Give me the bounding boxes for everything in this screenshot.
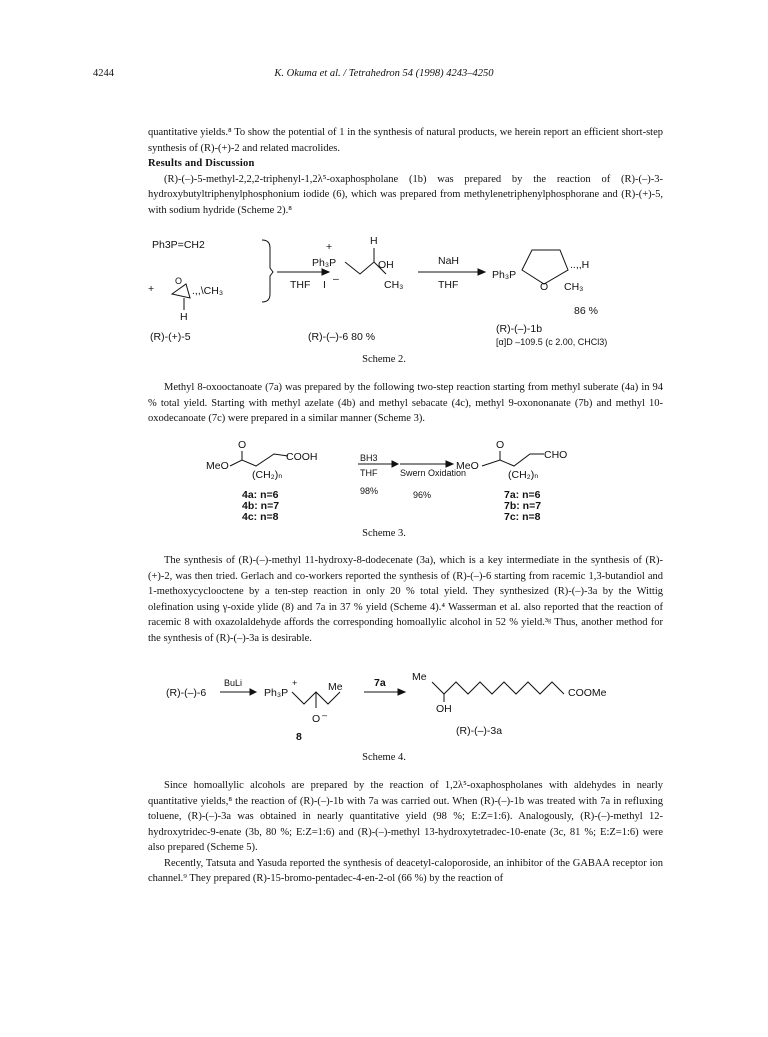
svg-text:–: –: [333, 273, 339, 285]
svg-text:+: +: [326, 241, 333, 253]
reagent-7a: 7a: [374, 677, 386, 689]
svg-text:COOH: COOH: [286, 451, 318, 463]
scheme-2-graphic: [140, 228, 660, 348]
svg-text:OH: OH: [378, 259, 394, 271]
start-label-4a: 4a: n=6: [242, 489, 279, 501]
paragraph-1: quantitative yields.⁸ To show the potential of 1 in the synthesis of natural products, we herein report an efficient short-step synthesis of (R)-(+)-2 and related macrolides.: [148, 127, 663, 154]
oxaphospholane-ring: [522, 250, 568, 284]
reagent-swern: Swern Oxidation: [400, 468, 467, 478]
reagent-buli: BuLi: [224, 678, 243, 688]
product-label-7a: 7a: n=6: [504, 489, 541, 501]
scheme-3-caption: Scheme 3.: [362, 528, 406, 539]
section-heading: Results and Discussion: [148, 158, 255, 169]
svg-text:MeO: MeO: [456, 460, 479, 472]
svg-text:H: H: [370, 235, 378, 247]
nah-reagent: NaH: [438, 255, 460, 267]
thf-2: THF: [438, 279, 459, 291]
scheme-2-caption: Scheme 2.: [362, 354, 406, 365]
svg-text:Ph₃P: Ph₃P: [312, 257, 337, 269]
closing-paragraphs: [148, 778, 663, 887]
paragraph-2: (R)-(–)-5-methyl-2,2,2-triphenyl-1,2λ⁵-oxaphospholane (1b) was prepared by the reaction of (R)-(–)-3-hydroxybutyltriphenylphosphonium iodide (6), which was prepared from methylenetriphenylphosphorane and (R)-(+)-5, with sodium hydride (Scheme 2).⁸: [148, 173, 663, 216]
svg-text:O: O: [540, 281, 549, 293]
svg-text:Ph₃P: Ph₃P: [492, 269, 517, 281]
paragraph-5: Since homoallylic alcohols are prepared by the reaction of 1,2λ⁵-oxaphospholanes with aldehydes in nearly quantitative yields,⁸ the reaction of (R)-(–)-1b with 7a was carried out. When (R)-(–)-1b was treated with 7a in refluxing toluene, (R)-(–)-3a was obtained in nearly quantitative yield (98 %; E:Z=1:6). Analogously, (R)-(–)-methyl 12-hydroxytridec-9-enate (3b, 80 %; E:Z=1:6) and (R)-(–)-methyl 13-hydroxytetradec-10-enate (3c, 81 %; E:Z=1:6) were also prepared (Scheme 5).: [148, 780, 663, 853]
reagent-swern-yield: 96%: [413, 490, 432, 500]
rotation-1b: [α]D –109.5 (c 2.00, CHCl3): [496, 337, 608, 347]
scheme-3-graphic: [200, 436, 600, 524]
label-1b: (R)-(–)-1b: [496, 323, 543, 335]
svg-text:..,,H: ..,,H: [570, 259, 590, 271]
page-number: 4244: [93, 68, 114, 79]
scheme-4-graphic: [160, 666, 660, 746]
svg-text:CHO: CHO: [544, 449, 568, 461]
running-header-citation: K. Okuma et al. / Tetrahedron 54 (1998) 4243–4250: [274, 68, 494, 79]
svg-text:H: H: [180, 311, 188, 323]
svg-text:OH: OH: [436, 703, 452, 715]
start-6: (R)-(–)-6: [166, 687, 207, 699]
reagent-bh3-yield: 98%: [360, 486, 379, 496]
svg-text:(CH₂)ₙ: (CH₂)ₙ: [508, 469, 539, 481]
paragraph-3: Methyl 8-oxooctanoate (7a) was prepared by the following two-step reaction starting from methyl suberate (4a) in 94 % total yield. Starting with methyl azelate (4b) and methyl sebacate (4c), methyl 9-oxononanate (7b) and methyl 10-oxodecanoate (7c) were prepared in a similar manner (Scheme 3).: [148, 382, 663, 424]
svg-text:+: +: [292, 678, 298, 688]
svg-text:O: O: [312, 713, 321, 725]
label-6: (R)-(–)-6 80 %: [308, 331, 376, 343]
start-label-4b: 4b: n=7: [242, 500, 280, 512]
product-label-7b: 7b: n=7: [504, 500, 542, 512]
svg-text:–: –: [322, 710, 328, 720]
label-3a: (R)-(–)-3a: [456, 725, 503, 737]
svg-text:I: I: [323, 279, 326, 291]
brace: [262, 240, 273, 302]
svg-text:O: O: [238, 439, 247, 451]
label-5: (R)-(+)-5: [150, 331, 191, 343]
svg-text:.,,\CH₃: .,,\CH₃: [192, 285, 224, 297]
thf-1: THF: [290, 279, 311, 291]
svg-text:O: O: [496, 439, 505, 451]
ylide-reagent: Ph3P=CH2: [152, 239, 205, 251]
yield-1b: 86 %: [574, 305, 598, 317]
svg-text:O: O: [175, 276, 183, 286]
reagent-bh3-solvent: THF: [360, 468, 378, 478]
paragraph-6: Recently, Tatsuta and Yasuda reported the synthesis of deacetyl-caloporoside, an inhibitor of the GABAA receptor ion channel.⁹ They prepared (R)-15-bromo-pentadec-4-en-2-ol (66 %) by the reaction of: [148, 857, 663, 884]
svg-text:+: +: [148, 283, 155, 295]
epoxide-ring: [172, 284, 190, 298]
product-label-7c: 7c: n=8: [504, 511, 541, 523]
svg-text:CH₃: CH₃: [384, 279, 404, 291]
scheme-4-caption: Scheme 4.: [362, 752, 406, 763]
svg-text:Ph₃P: Ph₃P: [264, 687, 289, 699]
svg-text:MeO: MeO: [206, 460, 229, 472]
paragraph-4: The synthesis of (R)-(–)-methyl 11-hydroxy-8-dodecenate (3a), which is a key intermediate in the synthesis of (R)-(+)-2, was then tried. Gerlach and co-workers reported the synthesis of (R)-(–)-6 starting from racemic 1,3-butandiol and 1-methoxycyclooctene by a ten-step reaction in only 20 % total yield. They synthesized (R)-(–)-3a by the Wittig olefination using γ-oxide ylide (8) and 7a in 37 % yield (Scheme 4).⁴ Wasserman et al. also reported that the reaction of racemic 8 with oxazolaldehyde affords the corresponding homoallylic alcohol in 52 % yield.³ᵍ Thus, another method for the synthesis of (R)-(–)-3a is desirable.: [148, 555, 663, 644]
reagent-bh3: BH3: [360, 453, 378, 463]
svg-text:Me: Me: [412, 671, 427, 683]
start-label-4c: 4c: n=8: [242, 511, 279, 523]
svg-text:(CH₂)ₙ: (CH₂)ₙ: [252, 469, 283, 481]
svg-text:Me: Me: [328, 681, 343, 693]
intro-paragraph: [148, 125, 663, 218]
svg-text:CH₃: CH₃: [564, 281, 584, 293]
svg-text:COOMe: COOMe: [568, 687, 607, 699]
label-8: 8: [296, 731, 302, 743]
